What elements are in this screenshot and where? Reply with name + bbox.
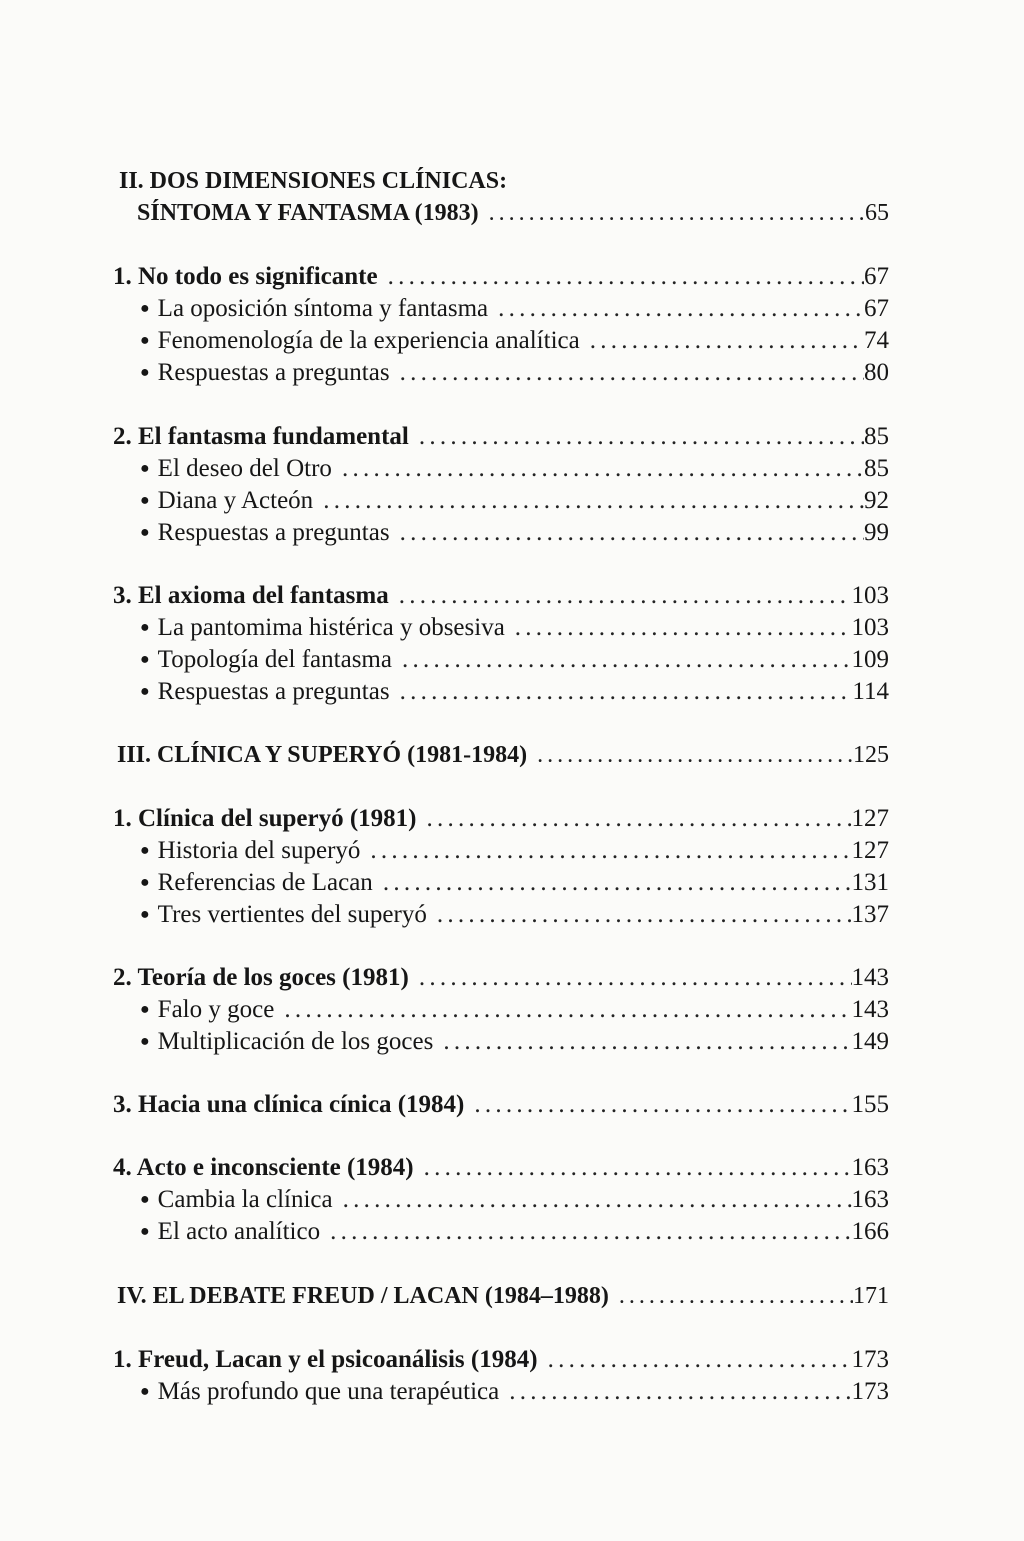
toc-entry-title: III. CLÍNICA Y SUPERYÓ (1981-1984)	[117, 742, 528, 768]
bullet-icon: ●	[140, 683, 150, 700]
dot-leader	[390, 517, 864, 549]
dot-leader	[479, 197, 865, 229]
toc-entry-section[interactable]	[140, 1376, 889, 1408]
page-number: 65	[865, 200, 889, 226]
page-number: 166	[851, 1218, 889, 1245]
toc-entry-title: Cambia la clínica	[157, 1186, 333, 1213]
page-number: 109	[851, 646, 889, 673]
toc-entry-title: Respuestas a preguntas	[157, 359, 390, 386]
toc-entry-title: La oposición síntoma y fantasma	[157, 295, 489, 322]
dot-leader	[488, 293, 864, 325]
toc-entry-title: Topología del fantasma	[157, 646, 392, 673]
toc-entry-chapter[interactable]	[113, 1344, 889, 1376]
toc-entry-part[interactable]	[117, 739, 889, 771]
toc-entry-section[interactable]	[140, 1216, 889, 1248]
toc-entry-title: El acto analítico	[157, 1218, 321, 1245]
page-number: 67	[864, 263, 889, 290]
dot-leader	[409, 421, 864, 453]
toc-entry-title: La pantomima histérica y obsesiva	[157, 614, 505, 641]
page-number: 173	[851, 1378, 889, 1405]
toc-entry-title: 2. El fantasma fundamental	[113, 423, 409, 450]
dot-leader	[373, 867, 852, 899]
bullet-icon: ●	[140, 1383, 150, 1400]
toc-entry-chapter[interactable]	[113, 1089, 889, 1121]
dot-leader	[389, 580, 852, 612]
toc-entry-chapter[interactable]	[113, 421, 889, 453]
dot-leader	[409, 962, 852, 994]
toc-entry-title: Referencias de Lacan	[157, 869, 373, 896]
toc-entry-title: Fenomenología de la experiencia analítica	[157, 327, 580, 354]
dot-leader	[609, 1280, 853, 1312]
toc-entry-section[interactable]	[140, 1184, 889, 1216]
toc-entry-title: Respuestas a preguntas	[157, 519, 390, 546]
bullet-icon: ●	[140, 332, 150, 349]
page-number: 137	[851, 901, 889, 928]
toc-entry-title: Tres vertientes del superyó	[157, 901, 427, 928]
toc-entry-section[interactable]	[140, 1026, 889, 1058]
page-number: 127	[851, 805, 889, 832]
dot-leader	[464, 1089, 851, 1121]
toc-entry-title: IV. EL DEBATE FREUD / LACAN (1984–1988)	[117, 1283, 609, 1309]
page-number: 143	[851, 964, 889, 991]
dot-leader	[274, 994, 851, 1026]
bullet-icon: ●	[140, 364, 150, 381]
bullet-icon: ●	[140, 1191, 150, 1208]
toc-entry-section[interactable]	[140, 293, 889, 325]
toc-entry-title: 1. Freud, Lacan y el psicoanálisis (1984)	[113, 1346, 538, 1373]
toc-entry-part[interactable]	[137, 197, 889, 229]
toc-entry-title: SÍNTOMA Y FANTASMA (1983)	[137, 200, 479, 226]
dot-leader	[313, 485, 864, 517]
bullet-icon: ●	[140, 1033, 150, 1050]
toc-entry-section[interactable]	[140, 485, 889, 517]
page-number: 85	[864, 423, 889, 450]
dot-leader	[378, 261, 864, 293]
dot-leader	[538, 1344, 852, 1376]
dot-leader	[414, 1152, 852, 1184]
toc-entry-section[interactable]	[140, 835, 889, 867]
bullet-icon: ●	[140, 651, 150, 668]
page-number: 99	[864, 519, 889, 546]
dot-leader	[427, 899, 852, 931]
dot-leader	[320, 1216, 851, 1248]
bullet-icon: ●	[140, 619, 150, 636]
dot-leader	[332, 453, 864, 485]
toc-entry-title: Diana y Acteón	[157, 487, 314, 514]
toc-entry-title: 2. Teoría de los goces (1981)	[113, 964, 409, 991]
toc-entry-section[interactable]	[140, 325, 889, 357]
dot-leader	[505, 612, 852, 644]
toc-entry-section[interactable]	[140, 357, 889, 389]
page-number: 163	[851, 1154, 889, 1181]
dot-leader	[390, 676, 853, 708]
toc-entry-title: 3. Hacia una clínica cínica (1984)	[113, 1091, 465, 1118]
bullet-icon: ●	[140, 1223, 150, 1240]
dot-leader	[390, 357, 864, 389]
bullet-icon: ●	[140, 1001, 150, 1018]
toc-entry-chapter[interactable]	[113, 1152, 889, 1184]
dot-leader	[499, 1376, 851, 1408]
page-number: 85	[864, 455, 889, 482]
toc-entry-section[interactable]	[140, 994, 889, 1026]
bullet-icon: ●	[140, 906, 150, 923]
dot-leader	[416, 803, 851, 835]
page-number: 173	[851, 1346, 889, 1373]
page-number: 163	[851, 1186, 889, 1213]
page-number: 171	[853, 1283, 889, 1309]
bullet-icon: ●	[140, 300, 150, 317]
toc-entry-title: 3. El axioma del fantasma	[113, 582, 389, 609]
dot-leader	[333, 1184, 852, 1216]
bullet-icon: ●	[140, 524, 150, 541]
bullet-icon: ●	[140, 874, 150, 891]
bullet-icon: ●	[140, 842, 150, 859]
toc-entry-title: Falo y goce	[157, 996, 275, 1023]
page-number: 127	[851, 837, 889, 864]
toc-entry-title: 1. No todo es significante	[113, 263, 378, 290]
dot-leader	[433, 1026, 851, 1058]
part-heading: II. DOS DIMENSIONES CLÍNICAS:	[119, 168, 508, 194]
toc-entry-section[interactable]	[140, 453, 889, 485]
page-number: 103	[851, 582, 889, 609]
page-number: 103	[851, 614, 889, 641]
toc-entry-chapter[interactable]	[113, 962, 889, 994]
page-number: 143	[851, 996, 889, 1023]
bullet-icon: ●	[140, 492, 150, 509]
dot-leader	[527, 739, 853, 771]
toc-entry-section[interactable]	[140, 676, 889, 708]
dot-leader	[580, 325, 864, 357]
toc-entry-chapter[interactable]	[113, 580, 889, 612]
toc-entry-title: 4. Acto e inconsciente (1984)	[113, 1154, 414, 1181]
toc-entry-section[interactable]	[140, 517, 889, 549]
page-number: 67	[864, 295, 889, 322]
toc-entry-title: El deseo del Otro	[157, 455, 332, 482]
page-number: 80	[864, 359, 889, 386]
page-number: 114	[852, 678, 889, 705]
dot-leader	[392, 644, 852, 676]
toc-entry-section[interactable]	[140, 612, 889, 644]
page-number: 131	[851, 869, 889, 896]
toc-entry-title: Más profundo que una terapéutica	[157, 1378, 500, 1405]
toc-entry-title: Respuestas a preguntas	[157, 678, 390, 705]
toc-entry-title: Multiplicación de los goces	[157, 1028, 434, 1055]
toc-entry-title: 1. Clínica del superyó (1981)	[113, 805, 417, 832]
toc-entry-chapter[interactable]	[113, 261, 889, 293]
bullet-icon: ●	[140, 460, 150, 477]
toc-entry-section[interactable]	[140, 867, 889, 899]
page-number: 155	[851, 1091, 889, 1118]
page-number: 74	[864, 327, 889, 354]
page-number: 92	[864, 487, 889, 514]
dot-leader	[360, 835, 851, 867]
page-number: 149	[851, 1028, 889, 1055]
toc-entry-chapter[interactable]	[113, 803, 889, 835]
toc-entry-part[interactable]	[117, 1280, 889, 1312]
toc-entry-title: Historia del superyó	[157, 837, 361, 864]
page-number: 125	[853, 742, 889, 768]
toc-entry-section[interactable]	[140, 644, 889, 676]
toc-entry-section[interactable]	[140, 899, 889, 931]
